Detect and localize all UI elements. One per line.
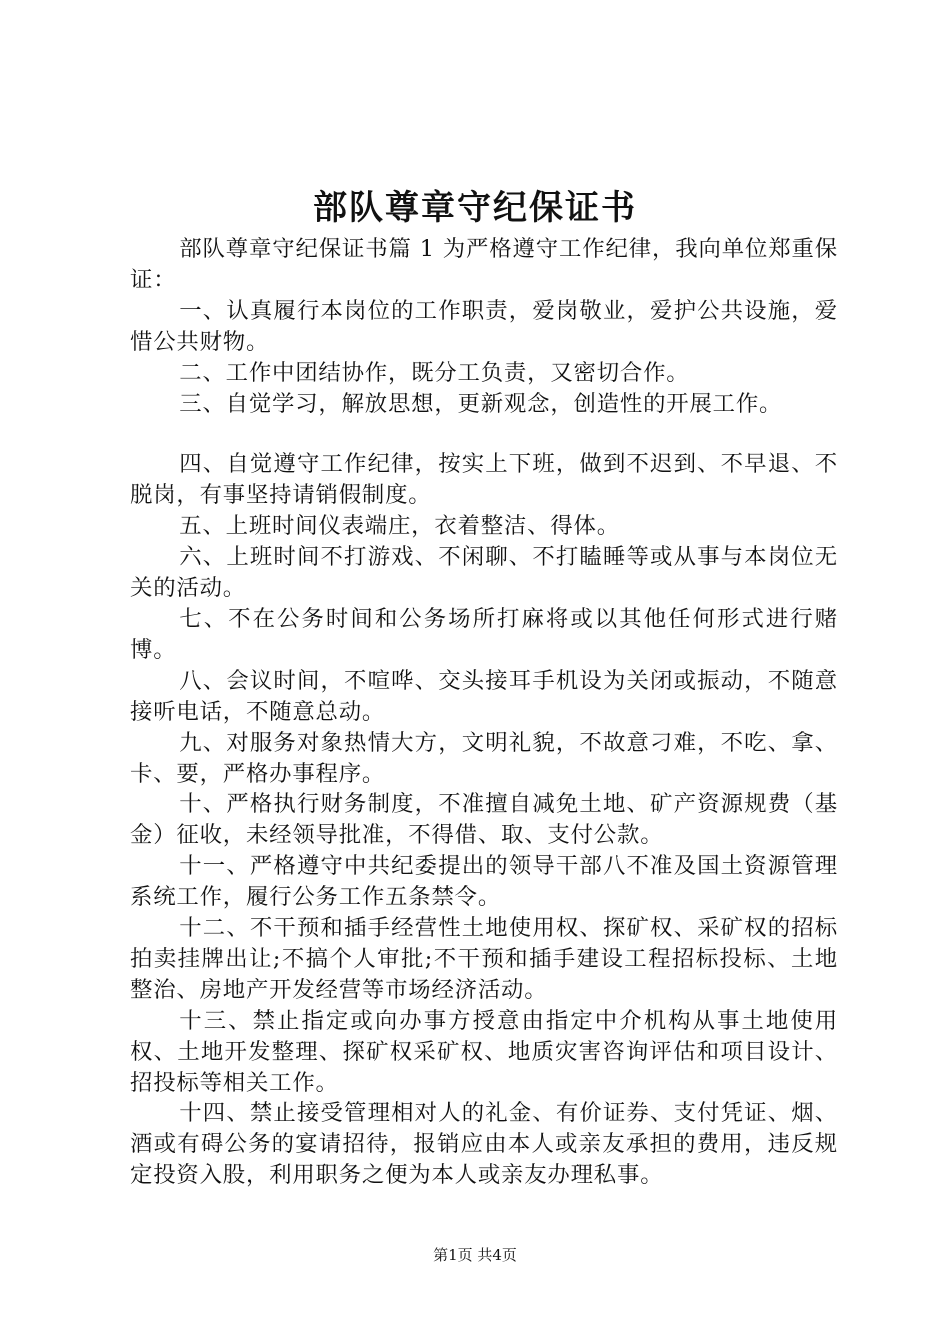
paragraph-item-12: 十二、不干预和插手经营性土地使用权、探矿权、采矿权的招标拍卖挂牌出让;不搞个人审批;不干预和插手建设工程招标投标、土地整治、房地产开发经营等市场经济活动。 [130, 915, 838, 1003]
page-title: 部队尊章守纪保证书 [313, 188, 637, 228]
paragraph-item-14: 十四、禁止接受管理相对人的礼金、有价证券、支付凭证、烟、酒或有碍公务的宴请招待，报销应由本人或亲友承担的费用，违反规定投资入股，利用职务之便为本人或亲友办理私事。 [130, 1100, 838, 1189]
paragraph-item-8: 八、会议时间，不喧哗、交头接耳手机设为关闭或振动，不随意接听电话，不随意总动。 [130, 667, 838, 725]
paragraph-item-11: 十一、严格遵守中共纪委提出的领导干部八不准及国土资源管理系统工作，履行公务工作五条禁令。 [130, 853, 838, 911]
page-footer: 第1页 共4页 [433, 1246, 517, 1264]
paragraph-item-7: 七、不在公务时间和公务场所打麻将或以其他任何形式进行赌博。 [130, 605, 838, 663]
paragraph-intro: 部队尊章守纪保证书篇 1 为严格遵守工作纪律，我向单位郑重保证： [130, 236, 838, 293]
paragraph-item-1: 一、认真履行本岗位的工作职责，爱岗敬业，爱护公共设施，爱惜公共财物。 [130, 297, 838, 355]
paragraph-item-9: 九、对服务对象热情大方，文明礼貌，不故意刁难，不吃、拿、卡、要，严格办事程序。 [130, 729, 838, 787]
paragraph-item-5: 五、上班时间仪表端庄，衣着整洁、得体。 [179, 513, 620, 540]
paragraph-item-13: 十三、禁止指定或向办事方授意由指定中介机构从事土地使用权、土地开发整理、探矿权采矿权、地质灾害咨询评估和项目设计、招投标等相关工作。 [130, 1007, 838, 1096]
paragraph-item-10: 十、严格执行财务制度，不准擅自减免土地、矿产资源规费（基金）征收，未经领导批准，不得借、取、支付公款。 [130, 791, 838, 849]
paragraph-item-3: 三、自觉学习，解放思想，更新观念，创造性的开展工作。 [179, 390, 783, 417]
document-body [130, 234, 838, 1191]
paragraph-item-4: 四、自觉遵守工作纪律，按实上下班，做到不迟到、不早退、不脱岗，有事坚持请销假制度。 [130, 451, 838, 509]
paragraph-item-2: 二、工作中团结协作，既分工负责，又密切合作。 [179, 359, 690, 386]
paragraph-item-6: 六、上班时间不打游戏、不闲聊、不打瞌睡等或从事与本岗位无关的活动。 [130, 544, 838, 602]
